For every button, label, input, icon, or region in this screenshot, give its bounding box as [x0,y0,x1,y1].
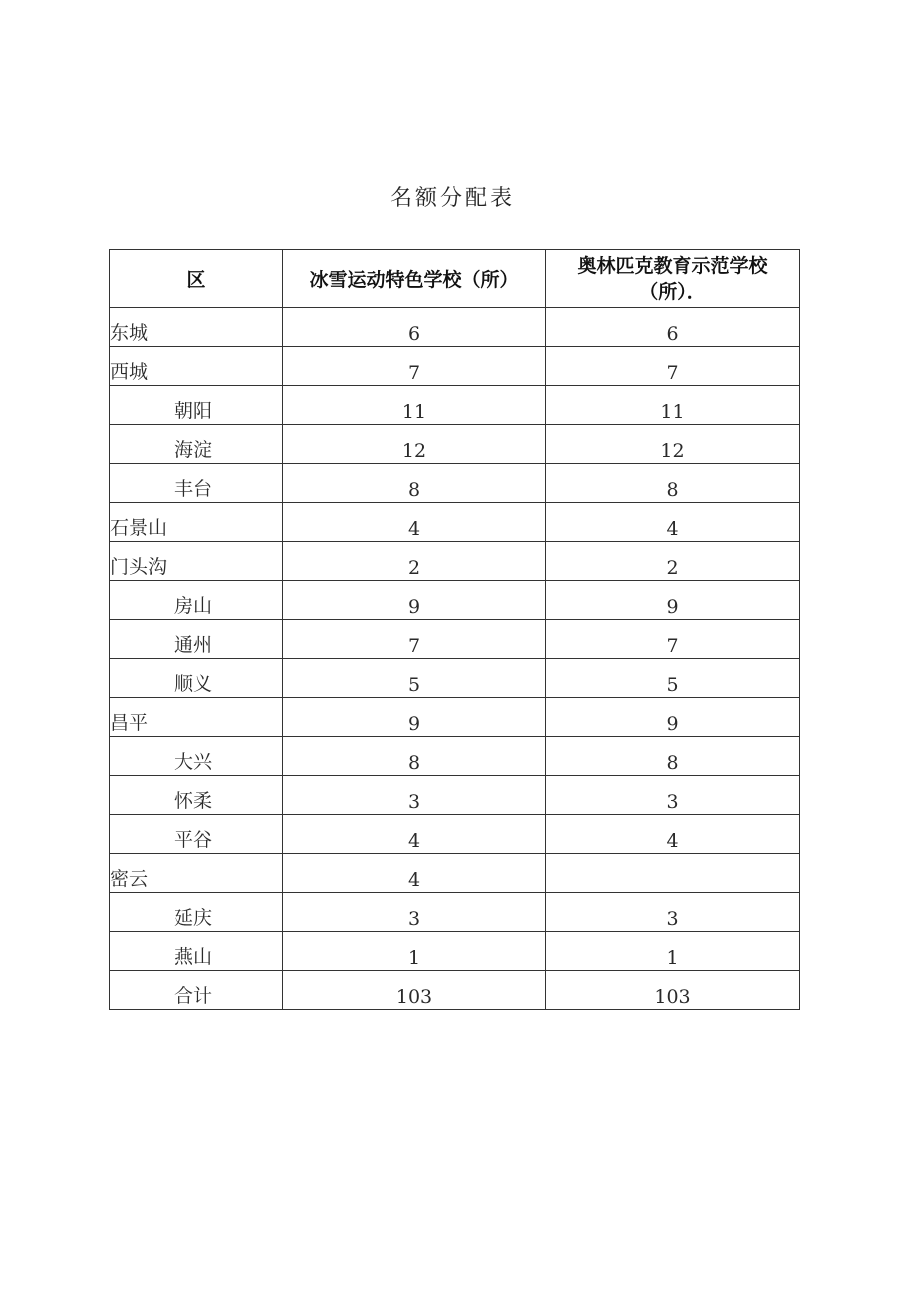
table-row [110,971,800,1010]
ice-snow-count-cell: 9 [283,698,546,737]
table-row [110,776,800,815]
district-cell: 东城 [110,308,283,347]
olympic-count-cell: 6 [546,308,800,347]
olympic-count-cell: 11 [546,386,800,425]
header-district: 区 [110,250,283,308]
ice-snow-count-cell: 4 [283,854,546,893]
district-cell: 燕山 [110,932,283,971]
ice-snow-count-cell: 5 [283,659,546,698]
olympic-count-cell: 2 [546,542,800,581]
ice-snow-count-cell: 4 [283,503,546,542]
olympic-count-cell: 5 [546,659,800,698]
olympic-count-cell: 12 [546,425,800,464]
table-row [110,932,800,971]
table-row [110,386,800,425]
ice-snow-count-cell: 6 [283,308,546,347]
table-row [110,893,800,932]
table-row [110,425,800,464]
table-row [110,698,800,737]
table-row [110,503,800,542]
ice-snow-count-cell: 11 [283,386,546,425]
district-cell: 西城 [110,347,283,386]
table-row [110,854,800,893]
table-row [110,581,800,620]
district-cell: 丰台 [110,464,283,503]
olympic-count-cell: 103 [546,971,800,1010]
olympic-count-cell: 9 [546,698,800,737]
district-cell: 门头沟 [110,542,283,581]
ice-snow-count-cell: 4 [283,815,546,854]
district-cell: 延庆 [110,893,283,932]
district-cell: 怀柔 [110,776,283,815]
table-row [110,308,800,347]
table-row [110,659,800,698]
header-ice-snow-schools: 冰雪运动特色学校（所） [283,250,546,308]
district-cell: 通州 [110,620,283,659]
ice-snow-count-cell: 9 [283,581,546,620]
olympic-count-cell: 9 [546,581,800,620]
table-header-row [110,250,800,308]
olympic-count-cell: 1 [546,932,800,971]
district-cell: 密云 [110,854,283,893]
olympic-count-cell: 4 [546,815,800,854]
olympic-count-cell: 4 [546,503,800,542]
olympic-count-cell: 3 [546,893,800,932]
ice-snow-count-cell: 3 [283,776,546,815]
ice-snow-count-cell: 8 [283,464,546,503]
table-body [110,308,800,1010]
ice-snow-count-cell: 103 [283,971,546,1010]
table-row [110,737,800,776]
district-cell: 大兴 [110,737,283,776]
ice-snow-count-cell: 7 [283,347,546,386]
district-cell: 海淀 [110,425,283,464]
ice-snow-count-cell: 7 [283,620,546,659]
district-cell: 石景山 [110,503,283,542]
district-cell: 合计 [110,971,283,1010]
ice-snow-count-cell: 1 [283,932,546,971]
table-row [110,542,800,581]
district-cell: 昌平 [110,698,283,737]
district-cell: 平谷 [110,815,283,854]
table-row [110,464,800,503]
table-row [110,620,800,659]
table-row [110,347,800,386]
olympic-count-cell: 7 [546,347,800,386]
table-row [110,815,800,854]
olympic-count-cell: 8 [546,464,800,503]
district-cell: 房山 [110,581,283,620]
olympic-count-cell [546,854,800,893]
quota-table [109,249,800,1010]
district-cell: 朝阳 [110,386,283,425]
ice-snow-count-cell: 8 [283,737,546,776]
header-olympic-schools: 奥林匹克教育示范学校（所）． [546,250,800,308]
olympic-count-cell: 7 [546,620,800,659]
ice-snow-count-cell: 3 [283,893,546,932]
olympic-count-cell: 8 [546,737,800,776]
olympic-count-cell: 3 [546,776,800,815]
district-cell: 顺义 [110,659,283,698]
ice-snow-count-cell: 12 [283,425,546,464]
ice-snow-count-cell: 2 [283,542,546,581]
page-title: 名额分配表 [389,186,515,211]
